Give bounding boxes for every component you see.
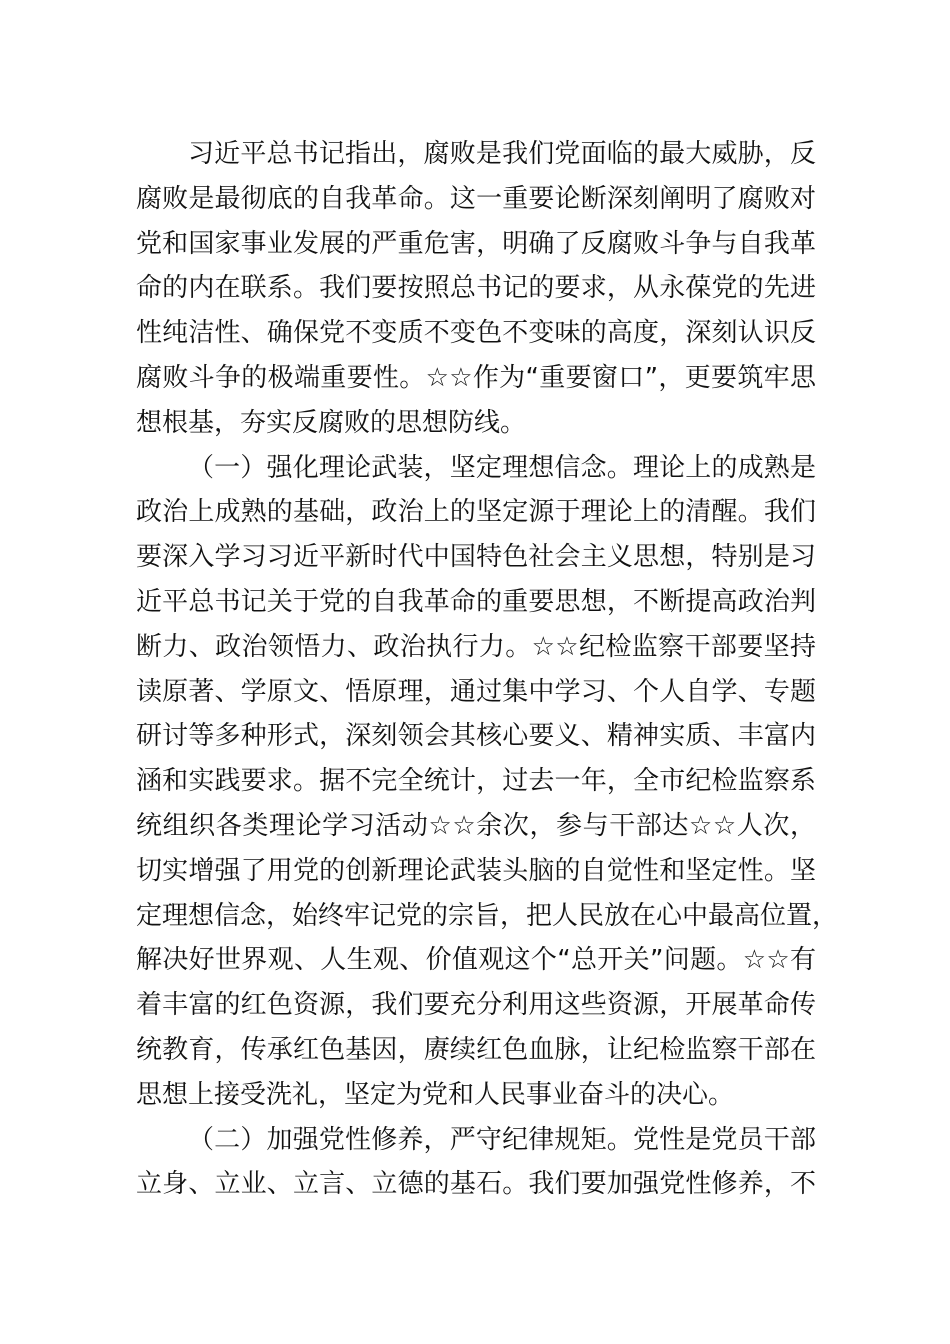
- text-line: 想根基，夯实反腐败的思想防线。: [136, 407, 527, 438]
- section-heading-line: （二）加强党性修养，严守纪律规矩。党性是党员干部: [188, 1124, 816, 1155]
- section-heading-line: （一）强化理论武装，坚定理想信念。理论上的成熟是: [188, 452, 816, 483]
- paragraph-intro: [136, 132, 816, 446]
- text-line: 近平总书记关于党的自我革命的重要思想，不断提高政治判: [136, 586, 816, 617]
- text-line: 思想上接受洗礼，坚定为党和人民事业奋斗的决心。: [136, 1079, 735, 1110]
- text-line: 统教育，传承红色基因，赓续红色血脉，让纪检监察干部在: [136, 1034, 816, 1065]
- text-line: 研讨等多种形式，深刻领会其核心要义、精神实质、丰富内: [136, 721, 816, 752]
- text-line: 立身、立业、立言、立德的基石。我们要加强党性修养，不: [136, 1169, 816, 1200]
- text-line: 性纯洁性、确保党不变质不变色不变味的高度，深刻认识反: [136, 318, 816, 349]
- text-line: 腐败是最彻底的自我革命。这一重要论断深刻阐明了腐败对: [136, 183, 816, 214]
- text-line: 统组织各类理论学习活动☆☆余次，参与干部达☆☆人次，: [136, 810, 816, 841]
- text-line: 断力、政治领悟力、政治执行力。☆☆纪检监察干部要坚持: [136, 631, 816, 662]
- text-line: 定理想信念，始终牢记党的宗旨，把人民放在心中最高位置，: [136, 900, 839, 931]
- text-line: 腐败斗争的极端重要性。☆☆作为“重要窗口”，更要筑牢思: [136, 362, 816, 393]
- text-line: 切实增强了用党的创新理论武装头脑的自觉性和坚定性。坚: [136, 855, 816, 886]
- text-line: 着丰富的红色资源，我们要充分利用这些资源，开展革命传: [136, 990, 816, 1021]
- text-line: 习近平总书记指出，腐败是我们党面临的最大威胁，反: [188, 139, 816, 169]
- text-line: 读原著、学原文、悟原理，通过集中学习、个人自学、专题: [136, 676, 816, 707]
- text-line: 要深入学习习近平新时代中国特色社会主义思想，特别是习: [136, 542, 816, 573]
- text-line: 党和国家事业发展的严重危害，明确了反腐败斗争与自我革: [136, 228, 816, 259]
- text-line: 命的内在联系。我们要按照总书记的要求，从永葆党的先进: [136, 273, 816, 304]
- text-line: 涵和实践要求。据不完全统计，过去一年，全市纪检监察系: [136, 766, 816, 797]
- paragraph-section-2: [136, 1118, 816, 1208]
- text-line: 政治上成熟的基础，政治上的坚定源于理论上的清醒。我们: [136, 497, 816, 528]
- text-line: 解决好世界观、人生观、价值观这个“总开关”问题。☆☆有: [136, 945, 816, 976]
- document-body: [136, 132, 839, 1207]
- paragraph-section-1: [136, 446, 839, 1118]
